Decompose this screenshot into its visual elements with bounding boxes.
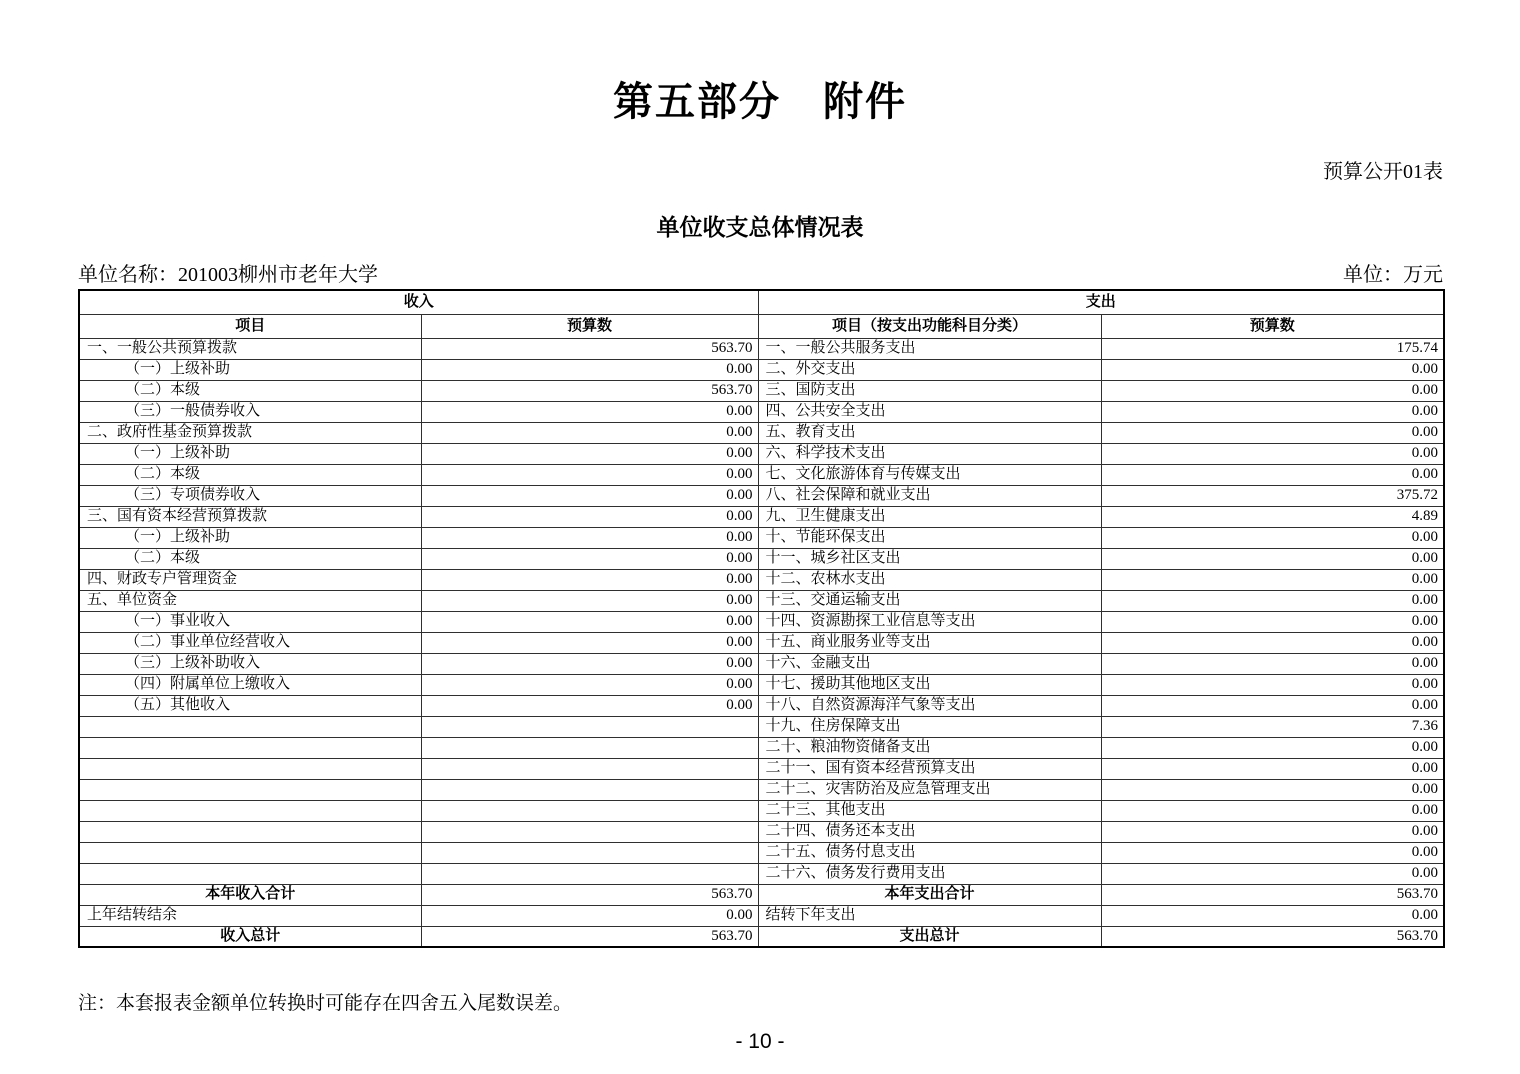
expense-item-cell: 十九、住房保障支出 bbox=[758, 716, 1101, 737]
income-item-cell: （一）上级补助 bbox=[79, 359, 421, 380]
table-row bbox=[79, 380, 1444, 401]
income-value-cell: 0.00 bbox=[421, 401, 758, 422]
income-item-cell: （三）上级补助收入 bbox=[79, 653, 421, 674]
income-value-cell: 0.00 bbox=[421, 674, 758, 695]
expense-value-cell: 0.00 bbox=[1101, 632, 1444, 653]
expense-value-cell: 563.70 bbox=[1101, 884, 1444, 905]
column-header-row bbox=[79, 314, 1444, 338]
expense-value-cell: 0.00 bbox=[1101, 380, 1444, 401]
income-value-cell: 0.00 bbox=[421, 485, 758, 506]
expense-item-cell: 二十一、国有资本经营预算支出 bbox=[758, 758, 1101, 779]
income-item-cell: 五、单位资金 bbox=[79, 590, 421, 611]
expense-value-cell: 0.00 bbox=[1101, 863, 1444, 884]
table-row bbox=[79, 569, 1444, 590]
income-item-cell: （二）本级 bbox=[79, 548, 421, 569]
income-item-cell: （一）上级补助 bbox=[79, 527, 421, 548]
expense-value-cell: 0.00 bbox=[1101, 443, 1444, 464]
table-row bbox=[79, 464, 1444, 485]
table-row bbox=[79, 443, 1444, 464]
table-row bbox=[79, 863, 1444, 884]
income-section-header: 收入 bbox=[79, 290, 758, 314]
income-value-cell: 563.70 bbox=[421, 380, 758, 401]
budget-table bbox=[78, 289, 1445, 948]
income-value-cell bbox=[421, 758, 758, 779]
income-item-cell: 二、政府性基金预算拨款 bbox=[79, 422, 421, 443]
expense-item-cell: 六、科学技术支出 bbox=[758, 443, 1101, 464]
table-row bbox=[79, 359, 1444, 380]
table-row bbox=[79, 548, 1444, 569]
table-row bbox=[79, 338, 1444, 359]
expense-item-cell: 支出总计 bbox=[758, 926, 1101, 947]
expense-item-cell: 七、文化旅游体育与传媒支出 bbox=[758, 464, 1101, 485]
expense-value-cell: 0.00 bbox=[1101, 401, 1444, 422]
table-row bbox=[79, 422, 1444, 443]
expense-value-cell: 0.00 bbox=[1101, 359, 1444, 380]
income-item-cell: （三）一般债券收入 bbox=[79, 401, 421, 422]
expense-budget-col-header: 预算数 bbox=[1101, 314, 1444, 338]
table-row bbox=[79, 926, 1444, 947]
page-number: - 10 - bbox=[735, 1030, 785, 1053]
expense-item-cell: 二十、粮油物资储备支出 bbox=[758, 737, 1101, 758]
income-value-cell: 0.00 bbox=[421, 359, 758, 380]
expense-item-cell: 本年支出合计 bbox=[758, 884, 1101, 905]
table-row bbox=[79, 674, 1444, 695]
table-row bbox=[79, 485, 1444, 506]
income-value-cell: 0.00 bbox=[421, 443, 758, 464]
expense-value-cell: 0.00 bbox=[1101, 779, 1444, 800]
expense-item-cell: 二十四、债务还本支出 bbox=[758, 821, 1101, 842]
expense-item-cell: 结转下年支出 bbox=[758, 905, 1101, 926]
income-item-cell: （一）上级补助 bbox=[79, 443, 421, 464]
income-value-cell bbox=[421, 842, 758, 863]
income-value-cell: 0.00 bbox=[421, 905, 758, 926]
expense-item-cell: 二十五、债务付息支出 bbox=[758, 842, 1101, 863]
income-item-cell: 一、一般公共预算拨款 bbox=[79, 338, 421, 359]
table-row bbox=[79, 758, 1444, 779]
section-header-row bbox=[79, 290, 1444, 314]
unit-of-measure: 单位：万元 bbox=[1343, 264, 1443, 286]
income-item-cell: 本年收入合计 bbox=[79, 884, 421, 905]
expense-value-cell: 0.00 bbox=[1101, 422, 1444, 443]
expense-value-cell: 0.00 bbox=[1101, 695, 1444, 716]
expense-value-cell: 0.00 bbox=[1101, 548, 1444, 569]
expense-item-cell: 十七、援助其他地区支出 bbox=[758, 674, 1101, 695]
income-item-cell bbox=[79, 716, 421, 737]
income-value-cell bbox=[421, 779, 758, 800]
expense-value-cell: 0.00 bbox=[1101, 758, 1444, 779]
expense-item-cell: 十一、城乡社区支出 bbox=[758, 548, 1101, 569]
table-row bbox=[79, 632, 1444, 653]
table-row bbox=[79, 737, 1444, 758]
income-value-cell bbox=[421, 716, 758, 737]
table-row bbox=[79, 506, 1444, 527]
income-value-cell: 0.00 bbox=[421, 695, 758, 716]
table-row bbox=[79, 842, 1444, 863]
income-item-cell: （四）附属单位上缴收入 bbox=[79, 674, 421, 695]
income-value-cell: 0.00 bbox=[421, 590, 758, 611]
table-info-line bbox=[78, 258, 1443, 287]
expense-item-cell: 二十三、其他支出 bbox=[758, 800, 1101, 821]
expense-value-cell: 0.00 bbox=[1101, 821, 1444, 842]
expense-value-cell: 563.70 bbox=[1101, 926, 1444, 947]
income-value-cell: 0.00 bbox=[421, 506, 758, 527]
table-row bbox=[79, 401, 1444, 422]
table-row bbox=[79, 800, 1444, 821]
income-item-cell: （二）本级 bbox=[79, 380, 421, 401]
income-value-cell: 0.00 bbox=[421, 569, 758, 590]
expense-item-cell: 九、卫生健康支出 bbox=[758, 506, 1101, 527]
table-row bbox=[79, 695, 1444, 716]
income-item-col-header: 项目 bbox=[79, 314, 421, 338]
income-item-cell bbox=[79, 821, 421, 842]
income-item-cell: 收入总计 bbox=[79, 926, 421, 947]
expense-item-cell: 十五、商业服务业等支出 bbox=[758, 632, 1101, 653]
expense-item-cell: 十二、农林水支出 bbox=[758, 569, 1101, 590]
income-item-cell bbox=[79, 779, 421, 800]
income-item-cell bbox=[79, 737, 421, 758]
expense-item-cell: 十八、自然资源海洋气象等支出 bbox=[758, 695, 1101, 716]
expense-value-cell: 0.00 bbox=[1101, 590, 1444, 611]
income-value-cell: 563.70 bbox=[421, 884, 758, 905]
expense-item-cell: 十、节能环保支出 bbox=[758, 527, 1101, 548]
expense-item-cell: 二、外交支出 bbox=[758, 359, 1101, 380]
table-row bbox=[79, 590, 1444, 611]
expense-value-cell: 0.00 bbox=[1101, 842, 1444, 863]
expense-item-col-header: 项目（按支出功能科目分类） bbox=[758, 314, 1101, 338]
income-value-cell: 0.00 bbox=[421, 422, 758, 443]
income-value-cell: 0.00 bbox=[421, 527, 758, 548]
expense-item-cell: 四、公共安全支出 bbox=[758, 401, 1101, 422]
table-row bbox=[79, 884, 1444, 905]
income-item-cell: 四、财政专户管理资金 bbox=[79, 569, 421, 590]
income-item-cell: （三）专项债券收入 bbox=[79, 485, 421, 506]
income-value-cell: 0.00 bbox=[421, 464, 758, 485]
income-value-cell: 0.00 bbox=[421, 548, 758, 569]
expense-item-cell: 八、社会保障和就业支出 bbox=[758, 485, 1101, 506]
income-value-cell: 563.70 bbox=[421, 338, 758, 359]
expense-value-cell: 0.00 bbox=[1101, 905, 1444, 926]
table-row bbox=[79, 905, 1444, 926]
income-value-cell bbox=[421, 737, 758, 758]
table-row bbox=[79, 527, 1444, 548]
income-item-cell: （五）其他收入 bbox=[79, 695, 421, 716]
table-row bbox=[79, 611, 1444, 632]
document-title: 第五部分 附件 bbox=[613, 80, 907, 124]
table-row bbox=[79, 716, 1444, 737]
income-item-cell bbox=[79, 863, 421, 884]
expense-value-cell: 0.00 bbox=[1101, 737, 1444, 758]
expense-item-cell: 三、国防支出 bbox=[758, 380, 1101, 401]
expense-value-cell: 4.89 bbox=[1101, 506, 1444, 527]
expense-value-cell: 7.36 bbox=[1101, 716, 1444, 737]
income-item-cell: 三、国有资本经营预算拨款 bbox=[79, 506, 421, 527]
income-item-cell bbox=[79, 800, 421, 821]
unit-name: 单位名称：201003柳州市老年大学 bbox=[78, 264, 378, 286]
expense-value-cell: 0.00 bbox=[1101, 674, 1444, 695]
table-row bbox=[79, 653, 1444, 674]
expense-value-cell: 0.00 bbox=[1101, 653, 1444, 674]
income-value-cell: 0.00 bbox=[421, 632, 758, 653]
table-row bbox=[79, 779, 1444, 800]
footnote: 注：本套报表金额单位转换时可能存在四舍五入尾数误差。 bbox=[78, 993, 573, 1014]
income-value-cell bbox=[421, 800, 758, 821]
expense-value-cell: 0.00 bbox=[1101, 527, 1444, 548]
expense-item-cell: 二十二、灾害防治及应急管理支出 bbox=[758, 779, 1101, 800]
income-item-cell: （二）事业单位经营收入 bbox=[79, 632, 421, 653]
income-item-cell bbox=[79, 842, 421, 863]
expense-value-cell: 175.74 bbox=[1101, 338, 1444, 359]
income-item-cell: 上年结转结余 bbox=[79, 905, 421, 926]
income-budget-col-header: 预算数 bbox=[421, 314, 758, 338]
table-number-label: 预算公开01表 bbox=[1323, 161, 1443, 183]
expense-item-cell: 五、教育支出 bbox=[758, 422, 1101, 443]
table-title: 单位收支总体情况表 bbox=[656, 214, 864, 240]
expense-value-cell: 0.00 bbox=[1101, 569, 1444, 590]
expense-value-cell: 375.72 bbox=[1101, 485, 1444, 506]
expense-value-cell: 0.00 bbox=[1101, 464, 1444, 485]
expense-section-header: 支出 bbox=[758, 290, 1444, 314]
income-value-cell: 0.00 bbox=[421, 653, 758, 674]
income-value-cell: 563.70 bbox=[421, 926, 758, 947]
income-value-cell: 0.00 bbox=[421, 611, 758, 632]
income-item-cell bbox=[79, 758, 421, 779]
expense-value-cell: 0.00 bbox=[1101, 800, 1444, 821]
table-row bbox=[79, 821, 1444, 842]
income-value-cell bbox=[421, 863, 758, 884]
expense-item-cell: 二十六、债务发行费用支出 bbox=[758, 863, 1101, 884]
expense-item-cell: 一、一般公共服务支出 bbox=[758, 338, 1101, 359]
expense-item-cell: 十三、交通运输支出 bbox=[758, 590, 1101, 611]
expense-value-cell: 0.00 bbox=[1101, 611, 1444, 632]
income-value-cell bbox=[421, 821, 758, 842]
income-item-cell: （二）本级 bbox=[79, 464, 421, 485]
expense-item-cell: 十四、资源勘探工业信息等支出 bbox=[758, 611, 1101, 632]
expense-item-cell: 十六、金融支出 bbox=[758, 653, 1101, 674]
income-item-cell: （一）事业收入 bbox=[79, 611, 421, 632]
